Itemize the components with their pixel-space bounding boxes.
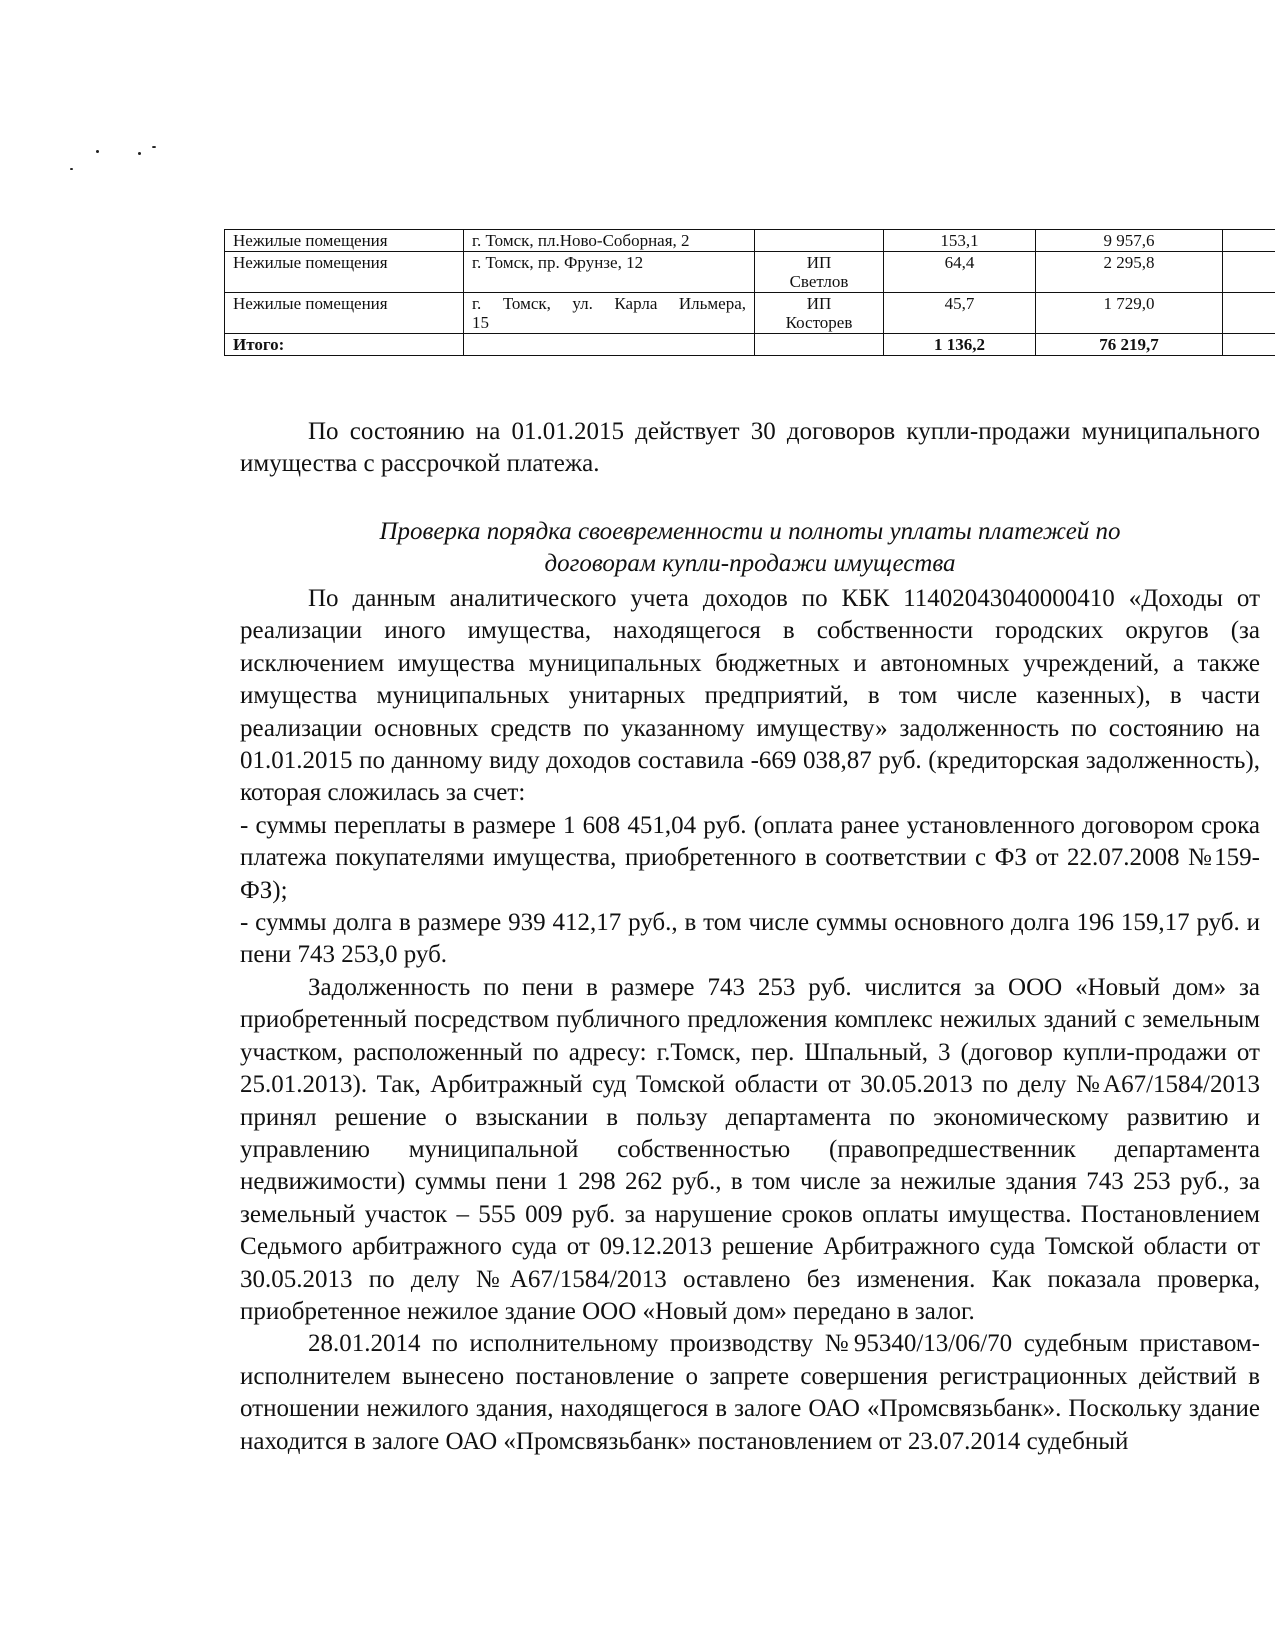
amount-cell: 1 729,0 [1036,293,1223,334]
cut-off-cell [1223,252,1275,293]
area-cell: 45,7 [884,293,1036,334]
property-type-cell: Нежилые помещения [225,230,464,252]
area-cell: 64,4 [884,252,1036,293]
buyer-name: Косторев [785,313,853,332]
paragraph: По данным аналитического учета доходов по КБК 11402043040000410 «Доходы от реализации иного имущества, находящегося в собственности городских округов (за исключением имущества муниципальных бюджетных и автономных учреждений, а также имущества муниципальных унитарных предприятий, в том числе казенных), в части реализации основных средств по указанному имуществу» задолженность по состоянию на 01.01.2015 по данному виду доходов составила -669 038,87 руб. (кредиторская задолженность), которая сложилась за счет: [240,585,1260,807]
scan-specks [60,140,180,180]
table-row [225,293,1275,334]
empty-cell [464,334,755,356]
cut-off-cell [1223,334,1275,356]
list-item: - суммы переплаты в размере 1 608 451,04 руб. (оплата ранее установленного договором срока платежа покупателями имущества, приобретенного в соответствии с ФЗ от 22.07.2008 №159-ФЗ); [240,811,1260,904]
buyer-prefix: ИП [806,253,832,272]
property-table [224,229,1275,356]
property-type-cell: Нежилые помещения [225,293,464,334]
buyer-cell [755,252,884,293]
property-type-cell: Нежилые помещения [225,252,464,293]
heading-line: Проверка порядка своевременности и полноты уплаты платежей по [379,518,1121,545]
address-line: г. Томск, ул. Карла Ильмера, [472,294,746,313]
total-label: Итого: [225,334,464,356]
address-cell: г. Томск, пл.Ново-Соборная, 2 [464,230,755,252]
total-area: 1 136,2 [884,334,1036,356]
address-cell: г. Томск, пр. Фрунзе, 12 [464,252,755,293]
intro-paragraph [240,416,1260,481]
total-amount: 76 219,7 [1036,334,1223,356]
buyer-prefix: ИП [806,294,832,313]
heading-line: договорам купли-продажи имущества [544,550,956,577]
empty-cell [755,334,884,356]
amount-cell: 2 295,8 [1036,252,1223,293]
table-row [225,252,1275,293]
table-row [225,230,1275,252]
list-item: - суммы долга в размере 939 412,17 руб., в том числе суммы основного долга 196 159,17 руб. и пени 743 253,0 руб. [240,909,1260,969]
buyer-name: Светлов [789,272,849,291]
section-heading [280,516,1220,580]
buyer-cell [755,230,884,252]
area-cell: 153,1 [884,230,1036,252]
amount-cell: 9 957,6 [1036,230,1223,252]
address-cell [464,293,755,334]
table-total-row [225,334,1275,356]
address-line: 15 [472,313,489,332]
paragraph: Задолженность по пени в размере 743 253 руб. числится за ООО «Новый дом» за приобретенный посредством публичного предложения комплекс нежилых зданий с земельным участком, расположенный по адресу: г.Томск, пер. Шпальный, 3 (договор купли-продажи от 25.01.2013). Так, Арбитражный суд Томской области от 30.05.2013 по делу №А67/1584/2013 принял решение о взыскании в пользу департамента по экономическому развитию и управлению муниципальной собственностью (правопредшественник департамента недвижимости) суммы пени 1 298 262 руб., в том числе за нежилые здания 743 253 руб., за земельный участок – 555 009 руб. за нарушение сроков оплаты имущества. Постановлением Седьмого арбитражного суда от 09.12.2013 решение Арбитражного суда Томской области от 30.05.2013 по делу №А67/1584/2013 оставлено без изменения. Как показала проверка, приобретенное нежилое здание ООО «Новый дом» передано в залог. [240,973,1260,1325]
cut-off-cell [1223,230,1275,252]
intro-text: По состоянию на 01.01.2015 действует 30 договоров купли-продажи муниципального имущества с рассрочкой платежа. [240,418,1260,478]
body-text [240,583,1260,1458]
paragraph: 28.01.2014 по исполнительному производству №95340/13/06/70 судебным приставом-исполнителем вынесено постановление о запрете совершения регистрационных действий в отношении нежилого здания, находящегося в залоге ОАО «Промсвязьбанк». Поскольку здание находится в залоге ОАО «Промсвязьбанк» постановлением от 23.07.2014 судебный [240,1330,1260,1455]
buyer-cell [755,293,884,334]
cut-off-cell [1223,293,1275,334]
